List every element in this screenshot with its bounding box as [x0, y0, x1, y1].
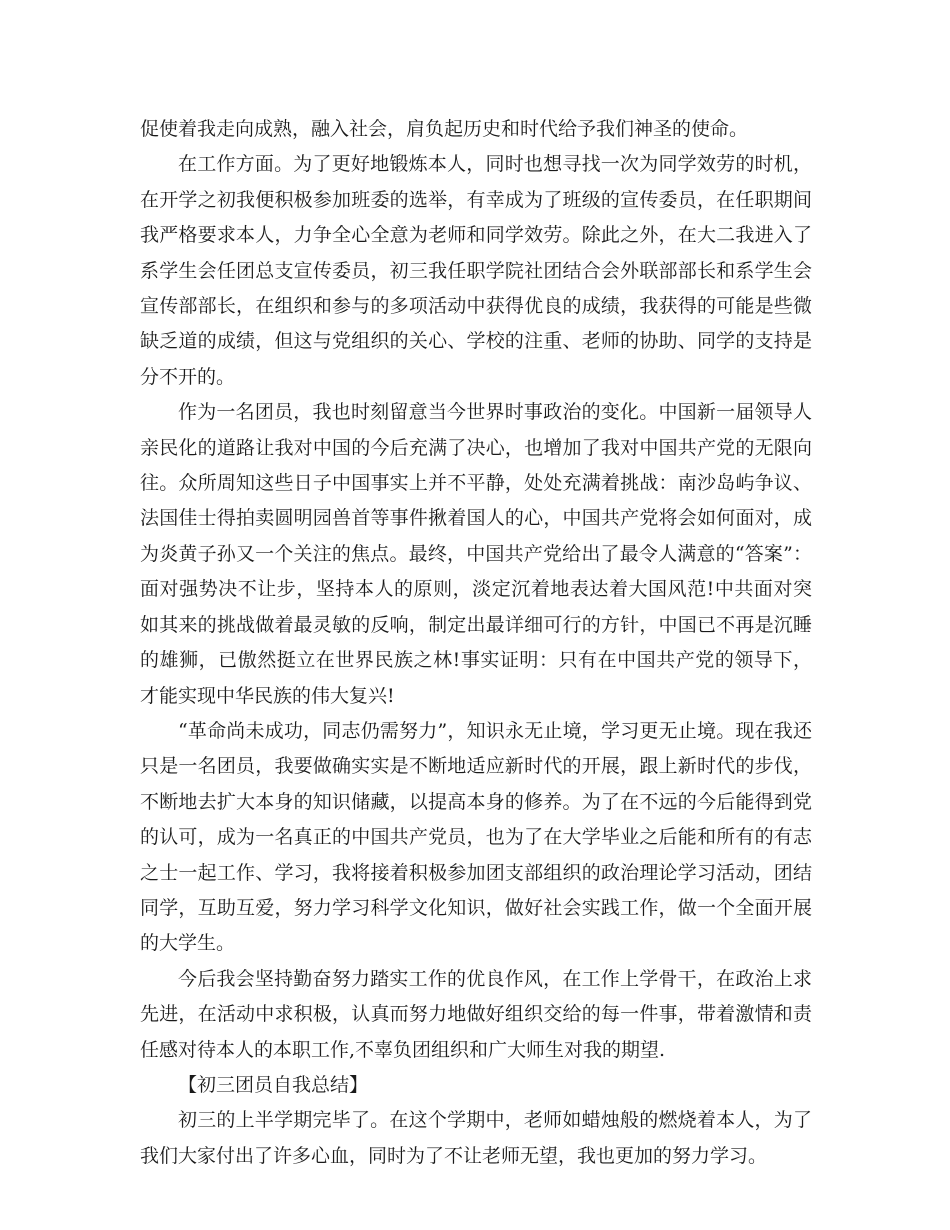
document-page	[140, 112, 812, 1174]
paragraph-5: 今后我会坚持勤奋努力踏实工作的优良作风，在工作上学骨干，在政治上求先进，在活动中求积极，认真而努力地做好组织交给的每一件事，带着激情和责任感对待本人的本职工作,不辜负团组织和广大师生对我的期望.	[140, 967, 812, 1061]
section-heading: 【初三团员自我总结】	[178, 1073, 369, 1096]
paragraph-3: 作为一名团员，我也时刻留意当今世界时事政治的变化。中国新一届领导人亲民化的道路让我对中国的今后充满了决心，也增加了我对中国共产党的无限向往。众所周知这些日子中国事实上并不平静，处处充满着挑战：南沙岛屿争议、法国佳士得拍卖圆明园兽首等事件揪着国人的心，中国共产党将会如何面对，成为炎黄子孙又一个关注的焦点。最终，中国共产党给出了最令人满意的“答案”：面对强势决不让步，坚持本人的原则，淡定沉着地表达着大国风范!中共面对突如其来的挑战做着最灵敏的反响，制定出最详细可行的方针，中国已不再是沉睡的雄狮，已傲然挺立在世界民族之林!事实证明：只有在中国共产党的领导下，才能实现中华民族的伟大复兴!	[140, 401, 812, 707]
paragraph-6: 初三的上半学期完毕了。在这个学期中，老师如蜡烛般的燃烧着本人，为了我们大家付出了许多心血，同时为了不让老师无望，我也更加的努力学习。	[140, 1109, 812, 1167]
paragraph-2: 在工作方面。为了更好地锻炼本人，同时也想寻找一次为同学效劳的时机，在开学之初我便积极参加班委的选举，有幸成为了班级的宣传委员，在任职期间我严格要求本人，力争全心全意为老师和同学效劳。除此之外，在大二我进入了系学生会任团总支宣传委员，初三我任职学院社团结合会外联部部长和系学生会宣传部部长，在组织和参与的多项活动中获得优良的成绩，我获得的可能是些微缺乏道的成绩，但这与党组织的关心、学校的注重、老师的协助、同学的支持是分不开的。	[140, 153, 812, 388]
paragraph-4: “革命尚未成功，同志仍需努力”，知识永无止境，学习更无止境。现在我还只是一名团员，我要做确实实是不断地适应新时代的开展，跟上新时代的步伐，不断地去扩大本身的知识储藏，以提高本身的修养。为了在不远的今后能得到党的认可，成为一名真正的中国共产党员，也为了在大学毕业之后能和所有的有志之士一起工作、学习，我将接着积极参加团支部组织的政治理论学习活动，团结同学，互助互爱，努力学习科学文化知识，做好社会实践工作，做一个全面开展的大学生。	[140, 719, 812, 955]
paragraph-1: 促使着我走向成熟，融入社会，肩负起历史和时代给予我们神圣的使命。	[140, 118, 749, 140]
